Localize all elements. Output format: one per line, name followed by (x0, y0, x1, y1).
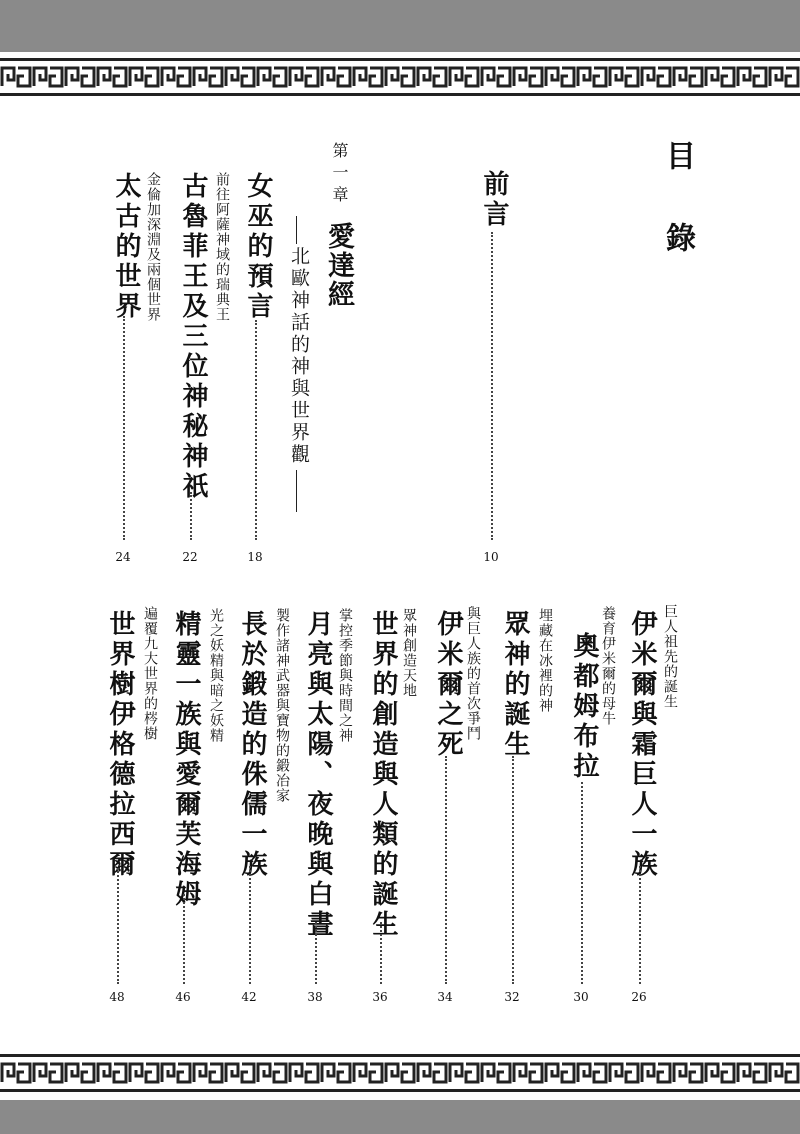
entry-leader-bottom-1 (639, 866, 641, 984)
entry-subtitle-bottom-5: 眾神創造天地 (401, 608, 417, 698)
entry-title-bottom-2: 奧都姆布拉 (569, 632, 599, 782)
entry-subtitle-top-1: 前往阿薩神域的瑞典王 (214, 172, 230, 322)
entry-leader-bottom-6 (315, 922, 317, 984)
entry-title-top-2: 古魯菲王及三位神秘神祇 (178, 172, 208, 502)
toc-heading-char-2: 錄 (660, 222, 695, 252)
entry-title-bottom-5: 世界的創造與人類的誕生 (368, 610, 398, 940)
preface-title: 前言 (479, 170, 509, 230)
entry-page-bottom-2: 30 (573, 990, 589, 1004)
entry-page-top-1: 18 (247, 550, 263, 564)
entry-page-bottom-1: 26 (631, 990, 647, 1004)
entry-leader-bottom-4 (445, 756, 447, 984)
entry-page-bottom-6: 38 (307, 990, 323, 1004)
entry-leader-top-3 (123, 316, 125, 540)
entry-title-bottom-7: 長於鍛造的侏儒一族 (237, 610, 267, 880)
entry-leader-bottom-8 (183, 894, 185, 984)
chapter-number: 第一章 (330, 142, 349, 208)
toc-heading-char-1: 目 (660, 140, 695, 170)
chapter-title: 愛達經 (323, 222, 354, 309)
entry-title-bottom-1: 伊米爾與霜巨人一族 (627, 610, 657, 880)
chapter-subtitle: 北歐神話的神與世界觀 (288, 246, 310, 466)
entry-title-bottom-3: 眾神的誕生 (500, 610, 530, 760)
entry-title-bottom-8: 精靈一族與愛爾芙海姆 (171, 610, 201, 910)
entry-title-top-1: 女巫的預言 (243, 172, 273, 322)
entry-title-top-3: 太古的世界 (111, 172, 141, 322)
entry-subtitle-bottom-3: 埋藏在冰裡的神 (537, 608, 553, 713)
entry-leader-bottom-7 (249, 866, 251, 984)
top-gray-band (0, 0, 800, 52)
entry-leader-bottom-9 (117, 868, 119, 984)
entry-subtitle-top-3: 金倫加深淵及兩個世界 (145, 172, 161, 322)
entry-subtitle-bottom-8: 光之妖精與暗之妖精 (208, 608, 224, 743)
preface-leader-dots (491, 232, 493, 540)
entry-leader-top-2 (190, 492, 192, 540)
preface-page-number: 10 (483, 550, 499, 564)
entry-title-bottom-4: 伊米爾之死 (433, 610, 463, 760)
top-decorative-border (0, 56, 800, 98)
chapter-subtitle-rule-top (296, 216, 297, 244)
chapter-subtitle-rule-bottom (296, 470, 297, 512)
entry-leader-bottom-5 (380, 922, 382, 984)
entry-page-bottom-8: 46 (175, 990, 191, 1004)
entry-page-bottom-9: 48 (109, 990, 125, 1004)
entry-page-bottom-7: 42 (241, 990, 257, 1004)
bottom-decorative-border (0, 1052, 800, 1094)
entry-subtitle-bottom-4: 與巨人族的首次爭鬥 (465, 606, 481, 741)
entry-subtitle-bottom-9: 遍覆九大世界的梣樹 (142, 606, 158, 741)
entry-leader-top-1 (255, 320, 257, 540)
entry-leader-bottom-2 (581, 782, 583, 984)
entry-subtitle-bottom-6: 掌控季節與時間之神 (337, 608, 353, 743)
entry-subtitle-bottom-7: 製作諸神武器與寶物的鍛冶家 (274, 608, 290, 803)
entry-page-top-3: 24 (115, 550, 131, 564)
entry-page-bottom-4: 34 (437, 990, 453, 1004)
entry-title-bottom-9: 世界樹伊格德拉西爾 (105, 610, 135, 880)
entry-page-bottom-5: 36 (372, 990, 388, 1004)
entry-subtitle-bottom-2: 養育伊米爾的母牛 (600, 606, 616, 726)
entry-leader-bottom-3 (512, 756, 514, 984)
entry-page-bottom-3: 32 (504, 990, 520, 1004)
bottom-gray-band (0, 1100, 800, 1134)
entry-subtitle-bottom-1: 巨人祖先的誕生 (662, 604, 678, 709)
entry-page-top-2: 22 (182, 550, 198, 564)
entry-title-bottom-6: 月亮與太陽、夜晚與白晝 (303, 610, 333, 940)
